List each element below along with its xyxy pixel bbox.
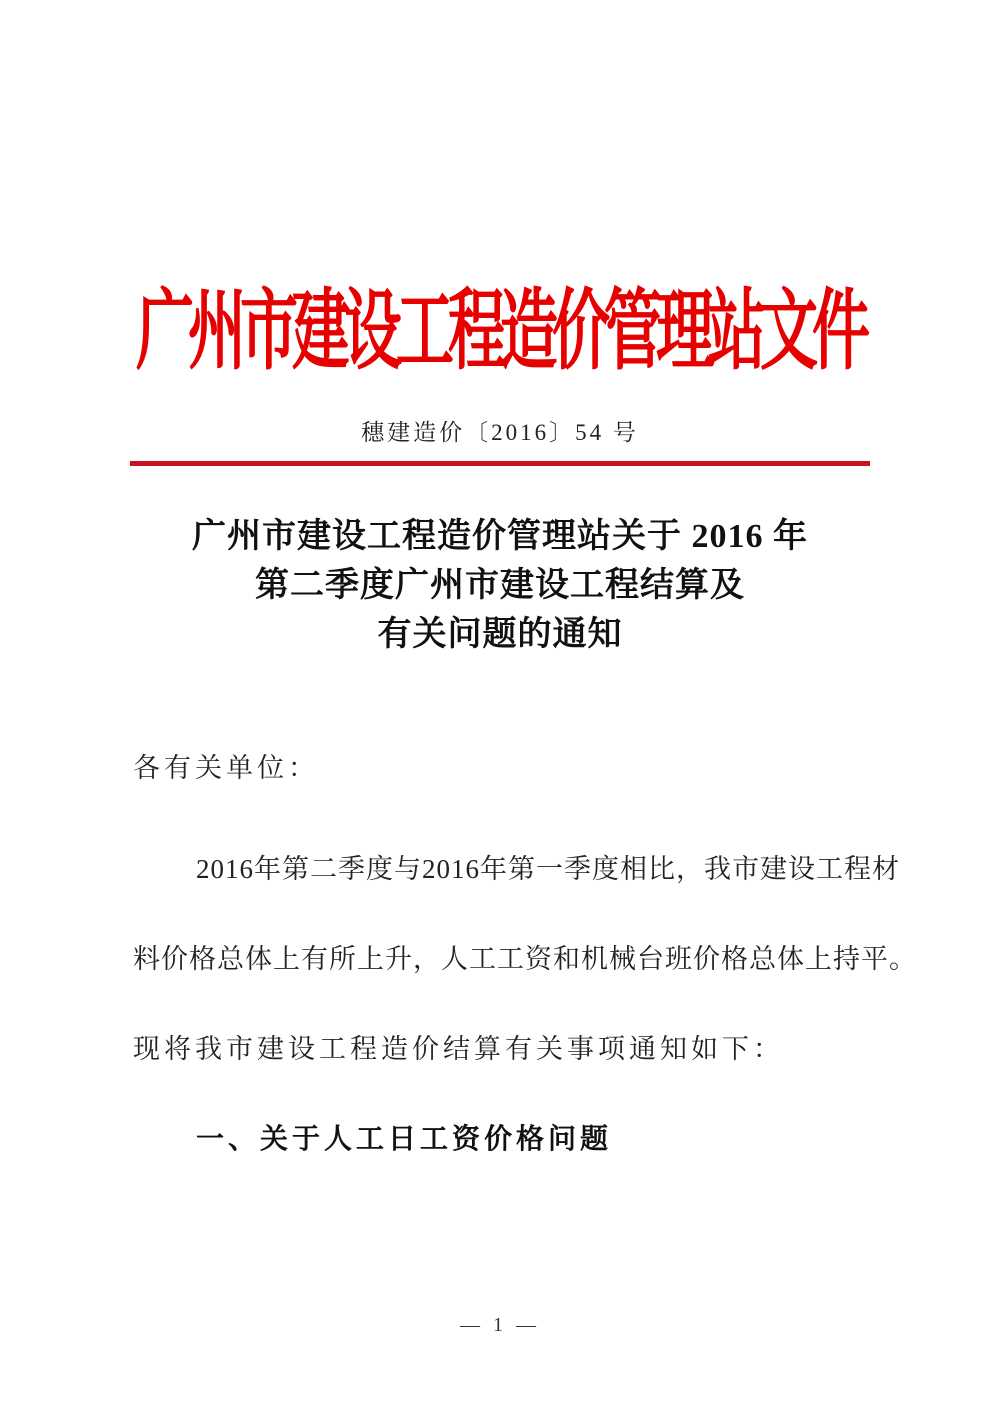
document-title bbox=[0, 512, 1000, 659]
red-divider-line bbox=[130, 461, 870, 466]
document-header-title: 广州市建设工程造价管理站文件 bbox=[135, 281, 864, 381]
document-number: 穗建造价〔2016〕54 号 bbox=[361, 420, 639, 445]
document-title-line-2: 第二季度广州市建设工程结算及 bbox=[255, 567, 745, 604]
body-paragraph-line-3: 现将我市建设工程造价结算有关事项通知如下： bbox=[133, 1034, 784, 1064]
document-title-line-1: 广州市建设工程造价管理站关于 2016 年 bbox=[192, 518, 808, 555]
salutation-line: 各有关单位： bbox=[133, 753, 319, 783]
body-paragraph-line-2: 料价格总体上有所上升，人工工资和机械台班价格总体上持平。 bbox=[133, 944, 917, 974]
body-paragraph-line-1: 2016年第二季度与2016年第一季度相比，我市建设工程材 bbox=[196, 854, 900, 884]
document-title-line-3: 有关问题的通知 bbox=[377, 616, 623, 653]
section-heading: 一、关于人工日工资价格问题 bbox=[196, 1123, 613, 1154]
page-number: — 1 — bbox=[460, 1314, 540, 1336]
